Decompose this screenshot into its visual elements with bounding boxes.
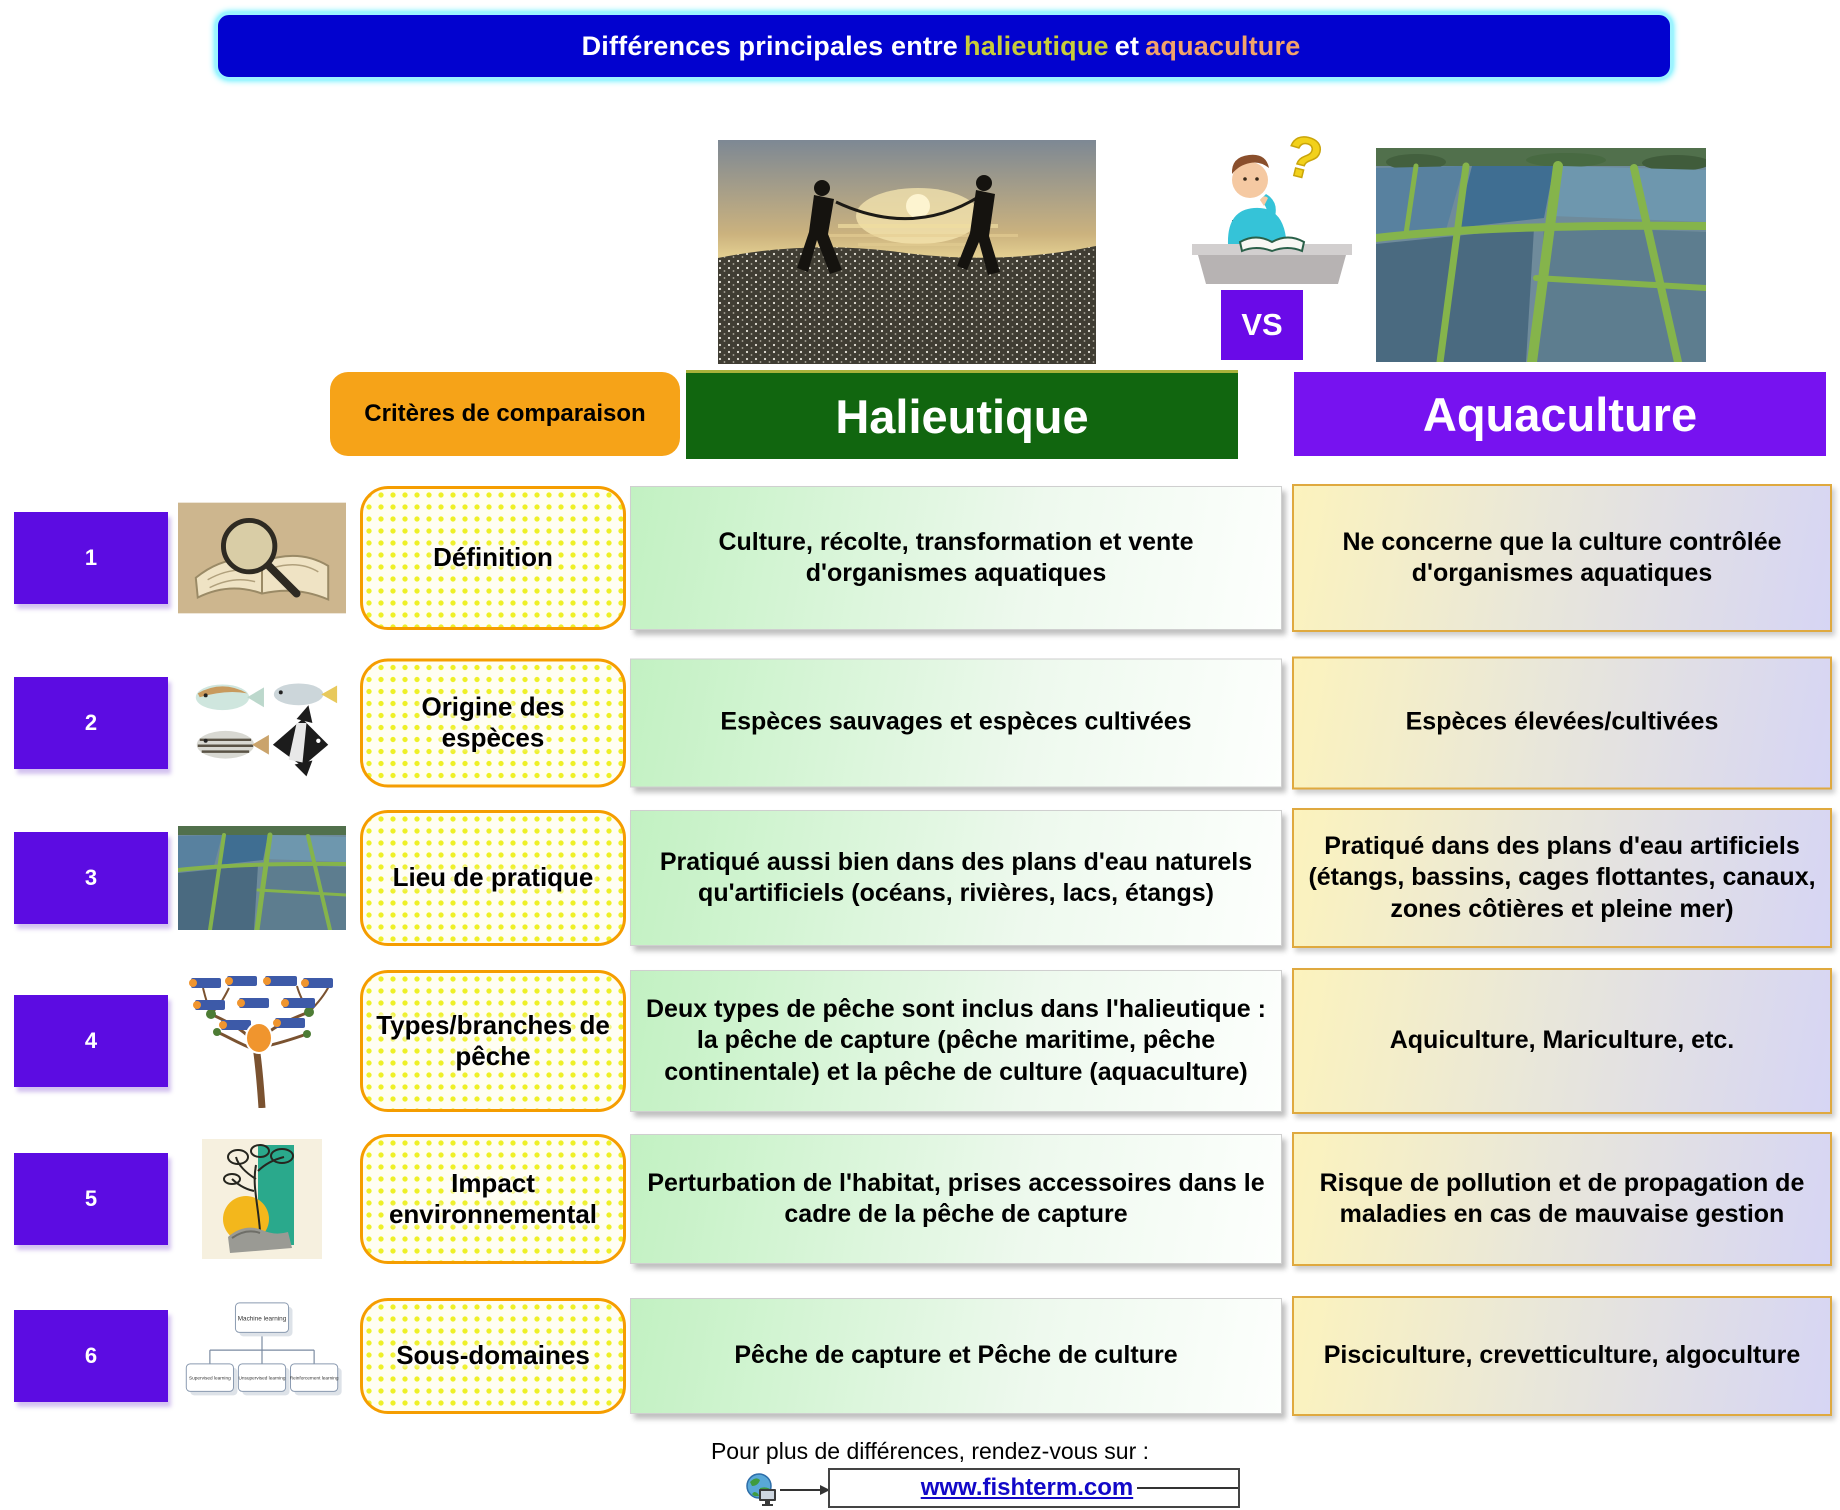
halieutique-cell	[630, 658, 1282, 787]
row-number-label: 2	[84, 709, 98, 735]
criterion-box	[360, 970, 626, 1112]
table-row	[0, 478, 1840, 638]
table-row	[0, 802, 1840, 954]
table-row	[0, 1290, 1840, 1422]
row-number-label: 4	[84, 1028, 98, 1053]
row-number-label: 1	[84, 545, 98, 570]
title-part2: et	[1114, 30, 1140, 61]
aquaculture-cell-text: Pratiqué dans des plans d'eau artificiels (étangs, bassins, cages flottantes, canaux, zones côtières et pleine mer)	[1308, 831, 1816, 923]
magnifier-book-icon	[178, 502, 346, 614]
halieutique-cell-text: Perturbation de l'habitat, prises accessoires dans le cadre de la pêche de capture	[647, 1168, 1265, 1228]
row-number-label: 3	[84, 865, 98, 890]
halieutique-cell-text: Culture, récolte, transformation et vente d'organismes aquatiques	[718, 527, 1194, 587]
row-number	[14, 512, 168, 604]
criterion-label: Types/branches de pêche	[376, 1009, 610, 1071]
halieutique-header-label: Halieutique	[835, 389, 1089, 443]
criterion-box	[360, 1134, 626, 1264]
title-term-aquaculture: aquaculture	[1145, 30, 1301, 61]
row-number	[14, 995, 168, 1087]
vs-label: VS	[1241, 307, 1283, 342]
criterion-label: Définition	[433, 542, 553, 573]
aquaculture-cell-text: Ne concerne que la culture contrôlée d'organismes aquatiques	[1342, 527, 1782, 587]
row-number-label: 6	[84, 1343, 98, 1368]
criteria-header	[330, 372, 680, 456]
halieutique-cell	[630, 1134, 1282, 1264]
criterion-label: Lieu de pratique	[392, 862, 594, 893]
environment-hands-plant-icon	[178, 1139, 346, 1259]
halieutique-header	[686, 370, 1238, 459]
aquaculture-header	[1294, 372, 1826, 456]
website-box	[828, 1468, 1240, 1508]
flowchart-child-label: Reinforcement learning	[289, 1376, 339, 1382]
fishing-branches-tree-icon	[178, 974, 346, 1108]
criterion-box	[360, 486, 626, 630]
subdomains-flowchart-icon	[178, 1297, 346, 1415]
title-part1: Différences principales entre	[581, 30, 959, 61]
aquaculture-cell	[1292, 1132, 1832, 1266]
aquaculture-cell	[1292, 968, 1832, 1114]
criterion-label: Sous-domaines	[396, 1340, 590, 1371]
aquaculture-cell	[1292, 484, 1832, 632]
halieutique-cell	[630, 970, 1282, 1112]
criterion-label: Impact environnemental	[388, 1167, 598, 1229]
criterion-box	[360, 1298, 626, 1414]
row-number	[14, 1153, 168, 1245]
halieutique-cell	[630, 810, 1282, 946]
aquaculture-cell-text: Pisciculture, crevetticulture, algoculture	[1323, 1341, 1801, 1370]
flowchart-child-label: Supervised learning	[189, 1376, 231, 1382]
criterion-box	[360, 810, 626, 946]
title-banner	[215, 12, 1673, 80]
fish-species-icon	[178, 667, 346, 779]
aquaculture-header-label: Aquaculture	[1422, 387, 1698, 441]
table-row	[0, 962, 1840, 1120]
aquaculture-cell-text: Aquiculture, Mariculture, etc.	[1389, 1026, 1735, 1055]
table-row	[0, 1126, 1840, 1272]
table-row	[0, 650, 1840, 795]
arrow-icon	[780, 1482, 830, 1498]
question-boy-illustration	[1190, 116, 1355, 284]
aquaculture-cell-text: Espèces élevées/cultivées	[1405, 707, 1719, 736]
halieutique-cell-text: Espèces sauvages et espèces cultivées	[720, 707, 1192, 736]
website-link[interactable]: www.fishterm.com	[920, 1474, 1134, 1501]
criterion-box	[360, 658, 626, 787]
ponds-aerial-icon	[178, 826, 346, 930]
flowchart-root-label: Machine learning	[237, 1315, 287, 1323]
row-number-label: 5	[84, 1186, 98, 1211]
criteria-header-label: Critères de comparaison	[364, 400, 646, 427]
fishing-net-photo	[718, 140, 1096, 364]
aquaculture-cell-text: Risque de pollution et de propagation de maladies en cas de mauvaise gestion	[1319, 1168, 1805, 1228]
aquaculture-cell	[1292, 808, 1832, 948]
criterion-label: Origine des espèces	[421, 691, 565, 753]
halieutique-cell-text: Pêche de capture et Pêche de culture	[734, 1341, 1178, 1370]
title-term-halieutique: halieutique	[964, 30, 1109, 61]
halieutique-cell	[630, 1298, 1282, 1414]
footer-text: Pour plus de différences, rendez-vous sur :	[710, 1438, 1150, 1464]
aquaculture-ponds-photo	[1376, 148, 1706, 362]
vs-badge	[1221, 290, 1303, 360]
aquaculture-cell	[1292, 1296, 1832, 1416]
flowchart-child-label: Unsupervised learning	[238, 1376, 286, 1382]
halieutique-cell-text: Pratiqué aussi bien dans des plans d'eau naturels qu'artificiels (océans, rivières, lacs, étangs)	[659, 847, 1253, 907]
url-rule-line	[1137, 1487, 1238, 1489]
row-number	[14, 677, 168, 769]
globe-computer-icon	[744, 1472, 780, 1508]
halieutique-cell	[630, 486, 1282, 630]
row-number	[14, 832, 168, 924]
halieutique-cell-text: Deux types de pêche sont inclus dans l'halieutique : la pêche de capture (pêche maritime, pêche continentale) et la pêche de culture (aquaculture)	[646, 994, 1266, 1086]
row-number	[14, 1310, 168, 1402]
svg-text:?: ?	[1278, 122, 1329, 194]
aquaculture-cell	[1292, 656, 1832, 789]
